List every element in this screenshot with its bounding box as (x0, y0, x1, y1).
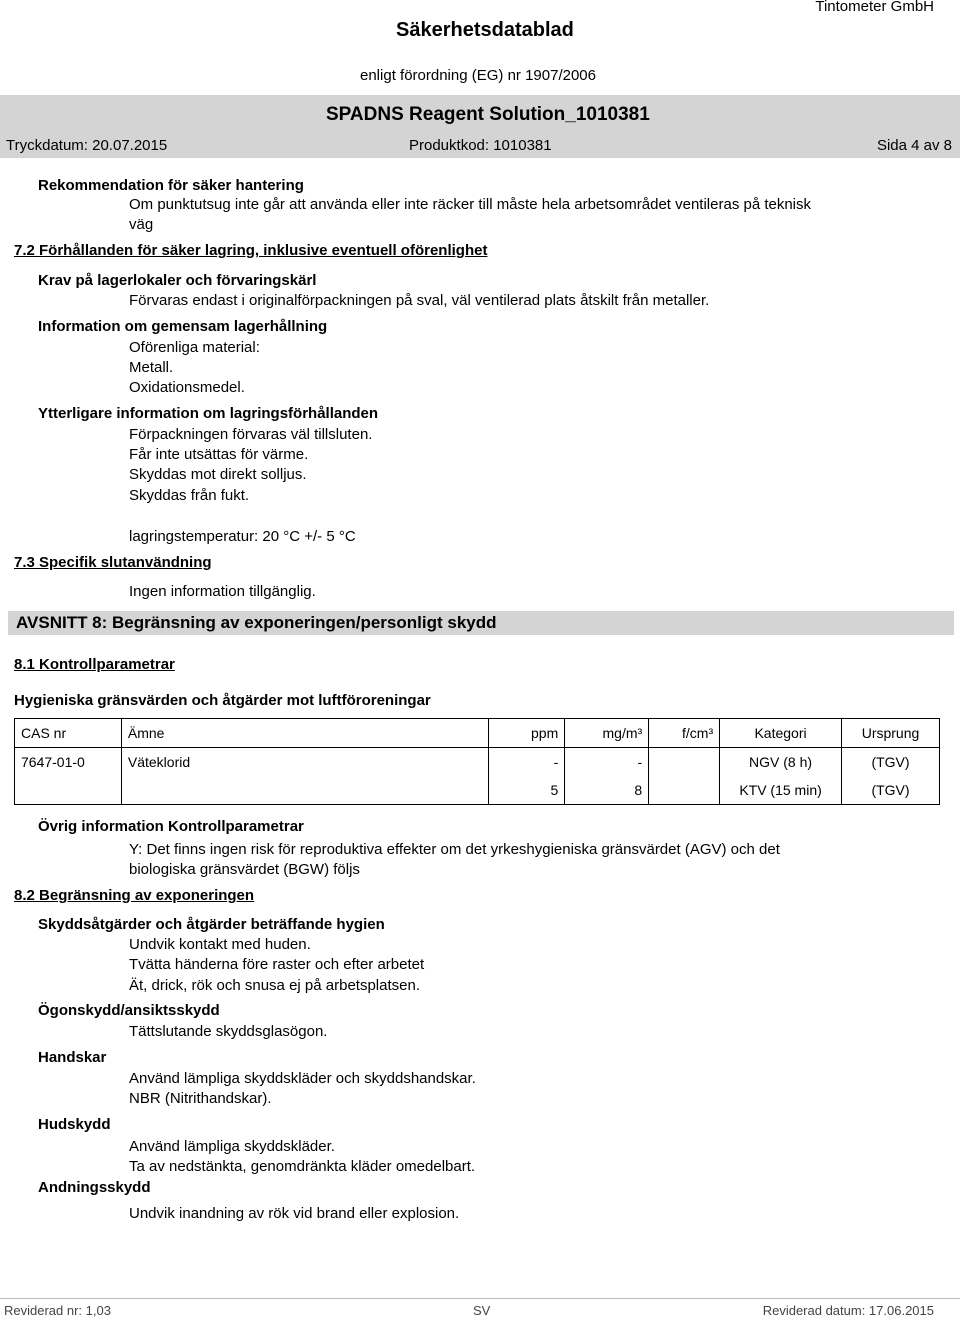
table-cell: - (489, 748, 565, 777)
hygiene-line: Undvik kontakt med huden. (129, 936, 311, 953)
further-storage-line: Får inte utsättas för värme. (129, 446, 309, 463)
eye-protection-heading: Ögonskydd/ansiktsskydd (38, 1002, 220, 1019)
table-cell: Väteklorid (121, 748, 488, 777)
other-info-heading: Övrig information Kontrollparametrar (38, 818, 304, 835)
table-cell (15, 776, 122, 805)
print-date: Tryckdatum: 20.07.2015 (6, 137, 168, 154)
further-storage-line: Skyddas mot direkt solljus. (129, 466, 307, 483)
table-header-cell: Ämne (121, 719, 488, 748)
regulation-text: enligt förordning (EG) nr 1907/2006 (360, 67, 596, 84)
revised-date: Reviderad datum: 17.06.2015 (762, 1303, 934, 1318)
end-use-text: Ingen information tillgänglig. (129, 583, 316, 600)
storage-temperature: lagringstemperatur: 20 °C +/- 5 °C (129, 528, 356, 545)
page-number: Sida 4 av 8 (876, 137, 952, 154)
table-cell: 7647-01-0 (15, 748, 122, 777)
other-info-line: biologiska gränsvärdet (BGW) följs (129, 861, 360, 878)
product-code: Produktkod: 1010381 (409, 137, 552, 154)
storage-requirements-text: Förvaras endast i originalförpackningen på sval, väl ventilerad plats åtskilt från metaller. (129, 292, 710, 309)
storage-requirements-heading: Krav på lagerlokaler och förvaringskärl (38, 272, 317, 289)
table-cell: - (565, 748, 649, 777)
document-title: Säkerhetsdatablad (396, 19, 574, 41)
control-parameters-table (14, 718, 940, 805)
table-header-cell: ppm (489, 719, 565, 748)
section-8-banner (8, 611, 954, 635)
skin-protection-heading: Hudskydd (38, 1116, 111, 1133)
table-header-cell: Ursprung (842, 719, 940, 748)
subsection-7-2-title: 7.2 Förhållanden för säker lagring, inklusive eventuell oförenlighet (14, 242, 488, 259)
skin-protection-line: Ta av nedstänkta, genomdränkta kläder omedelbart. (129, 1158, 476, 1175)
table-cell: 5 (489, 776, 565, 805)
safe-handling-line: Om punktutsug inte går att använda eller inte räcker till måste hela arbetsområdet ventileras på teknisk (129, 196, 812, 213)
table-cell (121, 776, 488, 805)
joint-storage-line: Oxidationsmedel. (129, 379, 245, 396)
joint-storage-line: Oförenliga material: (129, 339, 260, 356)
table-header-row (15, 719, 940, 748)
table-cell: 8 (565, 776, 649, 805)
table-header-cell: CAS nr (15, 719, 122, 748)
hand-protection-line: NBR (Nitrithandskar). (129, 1090, 272, 1107)
skin-protection-line: Använd lämpliga skyddskläder. (129, 1138, 335, 1155)
table-header-cell: f/cm³ (649, 719, 720, 748)
hygiene-line: Tvätta händerna före raster och efter arbetet (129, 956, 425, 973)
hygiene-line: Ät, drick, rök och snusa ej på arbetsplatsen. (129, 977, 420, 994)
other-info-line: Y: Det finns ingen risk för reproduktiva effekter om det yrkeshygieniska gränsvärdet (AGV) och det (129, 841, 780, 858)
joint-storage-line: Metall. (129, 359, 174, 376)
product-name: SPADNS Reagent Solution_1010381 (326, 104, 650, 125)
joint-storage-heading: Information om gemensam lagerhållning (38, 318, 328, 335)
limits-heading: Hygieniska gränsvärden och åtgärder mot luftföroreningar (14, 692, 431, 709)
table-cell (649, 748, 720, 777)
table-cell: KTV (15 min) (720, 776, 842, 805)
table-row (15, 748, 940, 777)
subsection-8-1-title: 8.1 Kontrollparametrar (14, 656, 175, 673)
further-storage-heading: Ytterligare information om lagringsförhållanden (38, 405, 379, 422)
safe-handling-heading: Rekommendation för säker hantering (38, 177, 304, 194)
respiratory-protection-heading: Andningsskydd (38, 1179, 151, 1196)
company-name: Tintometer GmbH (815, 0, 934, 15)
hygiene-heading: Skyddsåtgärder och åtgärder beträffande hygien (38, 916, 385, 933)
language-code: SV (473, 1303, 491, 1318)
subsection-8-2-title: 8.2 Begränsning av exponeringen (14, 887, 255, 904)
hand-protection-heading: Handskar (38, 1049, 107, 1066)
section-8-title: AVSNITT 8: Begränsning av exponeringen/personligt skydd (16, 613, 497, 632)
respiratory-protection-text: Undvik inandning av rök vid brand eller explosion. (129, 1205, 460, 1222)
table-cell (649, 776, 720, 805)
footer-divider (0, 1298, 960, 1299)
table-header-cell: Kategori (720, 719, 842, 748)
table-cell: (TGV) (842, 776, 940, 805)
safe-handling-line: väg (129, 216, 154, 233)
eye-protection-text: Tättslutande skyddsglasögon. (129, 1023, 328, 1040)
table-row (15, 776, 940, 805)
further-storage-line: Skyddas från fukt. (129, 487, 250, 504)
hand-protection-line: Använd lämpliga skyddskläder och skyddshandskar. (129, 1070, 476, 1087)
table-header-cell: mg/m³ (565, 719, 649, 748)
subsection-7-3-title: 7.3 Specifik slutanvändning (14, 554, 212, 571)
table-cell: (TGV) (842, 748, 940, 777)
table-cell: NGV (8 h) (720, 748, 842, 777)
revision-number: Reviderad nr: 1,03 (4, 1303, 111, 1318)
further-storage-line: Förpackningen förvaras väl tillsluten. (129, 426, 373, 443)
